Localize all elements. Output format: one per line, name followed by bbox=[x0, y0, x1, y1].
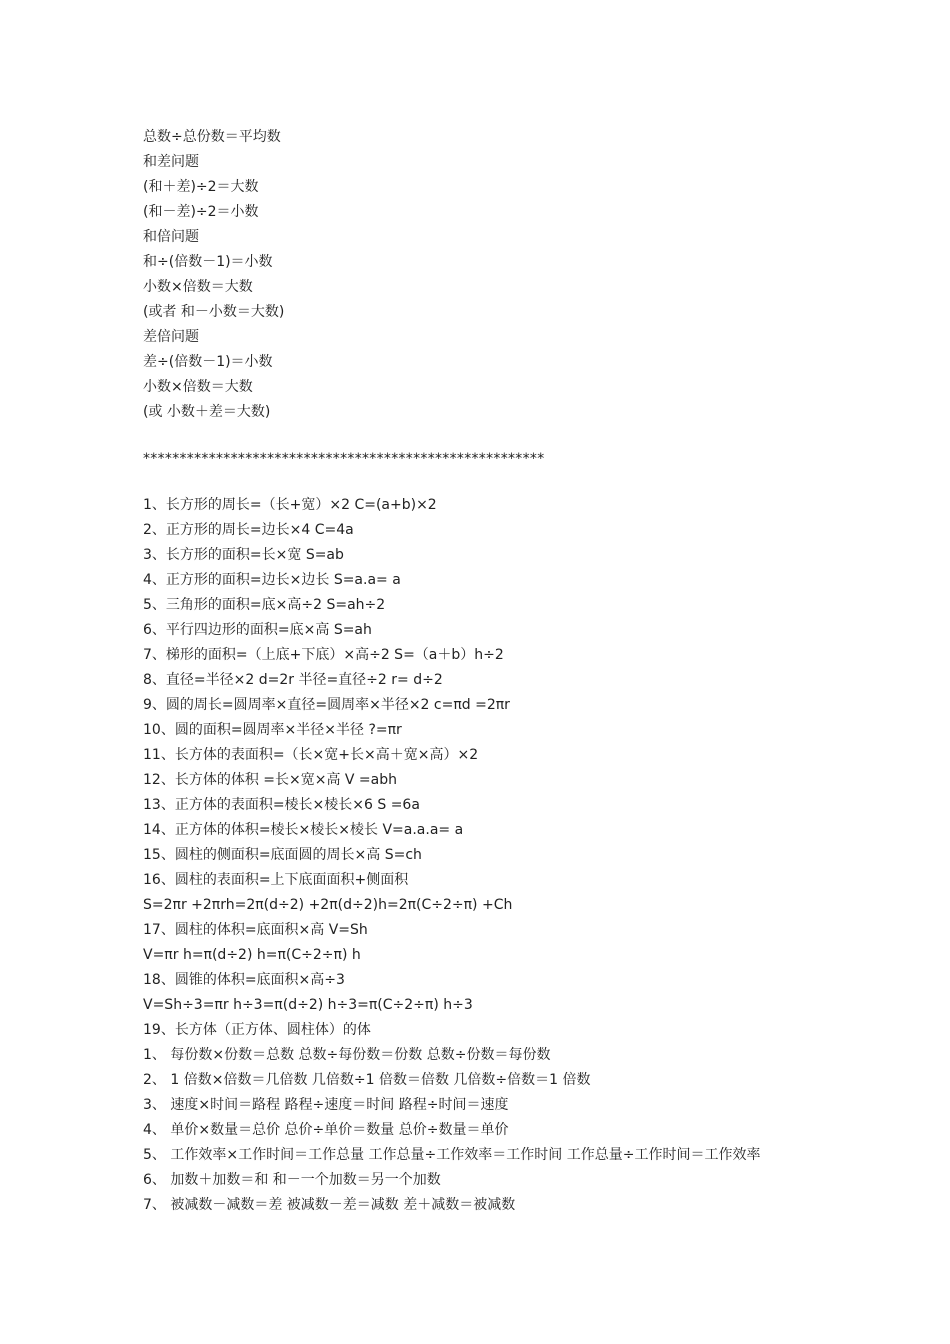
text-line: 总数÷总份数＝平均数 bbox=[143, 129, 281, 145]
text-line: (或 小数＋差＝大数) bbox=[143, 404, 271, 420]
text-line: 和差问题 bbox=[143, 154, 199, 170]
separator-line: ******************************************************* bbox=[143, 451, 545, 467]
text-line: 18、圆锥的体积=底面积×高÷3 bbox=[143, 972, 345, 988]
text-line: 差÷(倍数－1)＝小数 bbox=[143, 354, 273, 370]
text-line: 8、直径=半径×2 d=2r 半径=直径÷2 r= d÷2 bbox=[143, 672, 443, 688]
text-line: 1、 每份数×份数＝总数 总数÷每份数＝份数 总数÷份数＝每份数 bbox=[143, 1047, 551, 1063]
geometry-formulas bbox=[143, 493, 923, 1218]
text-line: 小数×倍数＝大数 bbox=[143, 279, 253, 295]
text-line: 10、圆的面积=圆周率×半径×半径 ?=πr bbox=[143, 722, 402, 738]
text-line: 7、梯形的面积=（上底+下底）×高÷2 S=（a＋b）h÷2 bbox=[143, 647, 504, 663]
text-line: 17、圆柱的体积=底面积×高 V=Sh bbox=[143, 922, 368, 938]
text-line: 小数×倍数＝大数 bbox=[143, 379, 253, 395]
text-line: 6、平行四边形的面积=底×高 S=ah bbox=[143, 622, 372, 638]
text-line: 和倍问题 bbox=[143, 229, 199, 245]
text-line: 3、长方形的面积=长×宽 S=ab bbox=[143, 547, 344, 563]
text-line: 2、正方形的周长=边长×4 C=4a bbox=[143, 522, 354, 538]
text-line: 14、正方体的体积=棱长×棱长×棱长 V=a.a.a= a bbox=[143, 822, 464, 838]
text-line: 12、长方体的体积 =长×宽×高 V =abh bbox=[143, 772, 398, 788]
text-line: 3、 速度×时间＝路程 路程÷速度＝时间 路程÷时间＝速度 bbox=[143, 1097, 509, 1113]
text-line: 差倍问题 bbox=[143, 329, 199, 345]
text-line: 13、正方体的表面积=棱长×棱长×6 S =6a bbox=[143, 797, 420, 813]
text-line: V=Sh÷3=πr h÷3=π(d÷2) h÷3=π(C÷2÷π) h÷3 bbox=[143, 997, 473, 1013]
text-line: 6、 加数＋加数＝和 和－一个加数＝另一个加数 bbox=[143, 1172, 441, 1188]
text-line: S=2πr +2πrh=2π(d÷2) +2π(d÷2)h=2π(C÷2÷π) +Ch bbox=[143, 897, 513, 913]
text-line: 19、长方体（正方体、圆柱体）的体 bbox=[143, 1022, 371, 1038]
word-problem-formulas bbox=[143, 125, 923, 425]
text-line: 5、三角形的面积=底×高÷2 S=ah÷2 bbox=[143, 597, 386, 613]
text-line: 4、正方形的面积=边长×边长 S=a.a= a bbox=[143, 572, 401, 588]
text-line: 15、圆柱的侧面积=底面圆的周长×高 S=ch bbox=[143, 847, 422, 863]
text-line: 9、圆的周长=圆周率×直径=圆周率×半径×2 c=πd =2πr bbox=[143, 697, 510, 713]
text-line: (或者 和－小数＝大数) bbox=[143, 304, 285, 320]
text-line: 4、 单价×数量＝总价 总价÷单价＝数量 总价÷数量＝单价 bbox=[143, 1122, 509, 1138]
text-line: 和÷(倍数－1)＝小数 bbox=[143, 254, 273, 270]
text-line: V=πr h=π(d÷2) h=π(C÷2÷π) h bbox=[143, 947, 361, 963]
text-line: 2、 1 倍数×倍数＝几倍数 几倍数÷1 倍数＝倍数 几倍数÷倍数＝1 倍数 bbox=[143, 1072, 591, 1088]
text-line: 5、 工作效率×工作时间＝工作总量 工作总量÷工作效率＝工作时间 工作总量÷工作时间＝工作效率 bbox=[143, 1147, 761, 1163]
text-line: 7、 被减数－减数＝差 被减数－差＝减数 差＋减数＝被减数 bbox=[143, 1197, 516, 1213]
text-line: 11、长方体的表面积=（长×宽+长×高＋宽×高）×2 bbox=[143, 747, 479, 763]
text-line: 16、圆柱的表面积=上下底面面积+侧面积 bbox=[143, 872, 409, 888]
text-line: (和－差)÷2＝小数 bbox=[143, 204, 259, 220]
text-line: (和＋差)÷2＝大数 bbox=[143, 179, 259, 195]
text-line: 1、长方形的周长=（长+宽）×2 C=(a+b)×2 bbox=[143, 497, 437, 513]
